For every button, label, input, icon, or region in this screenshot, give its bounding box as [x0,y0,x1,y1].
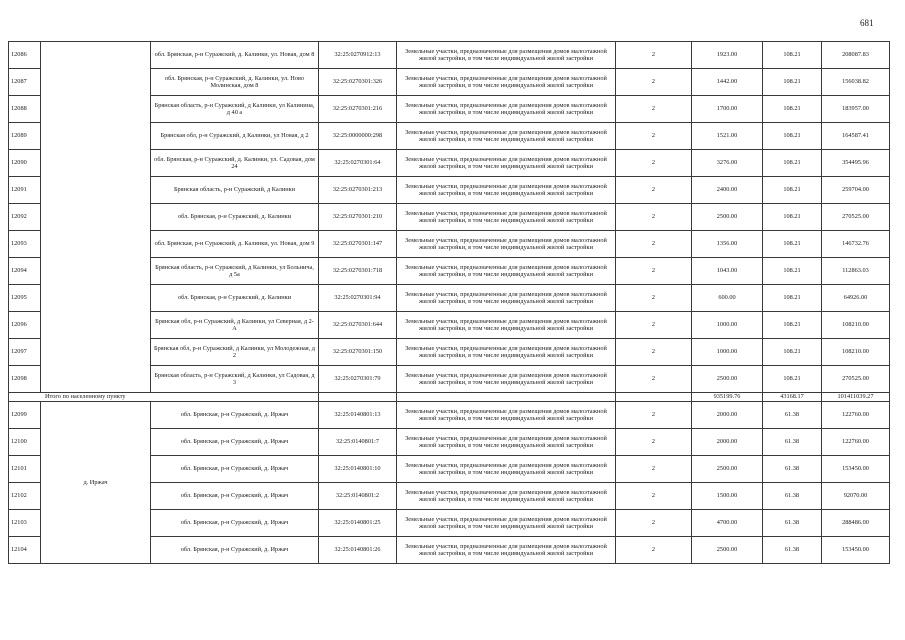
subtotal-area: 935199.76 [692,393,763,402]
cadastral-value-cell: 153450.00 [822,537,890,564]
category-cell: 2 [616,510,692,537]
rate-cell: 108.21 [763,96,822,123]
land-use-cell: Земельные участки, предназначенные для размещения домов малоэтажной жилой застройки, в том числе индивидуальной жилой застройки [397,510,616,537]
area-cell: 1500.00 [692,483,763,510]
cadastral-number-cell: 32:25:0270301:213 [319,177,397,204]
row-number: 12101 [9,456,41,483]
cadastral-value-cell: 122760.00 [822,402,890,429]
land-use-cell: Земельные участки, предназначенные для размещения домов малоэтажной жилой застройки, в том числе индивидуальной жилой застройки [397,483,616,510]
address-cell: обл. Брянская, р-н Суражский, д. Калинки [151,285,319,312]
cadastral-value-cell: 208087.83 [822,42,890,69]
category-cell: 2 [616,537,692,564]
address-cell: Брянская область, р-н Суражский, д Калинки, ул Калинина, д 40 а [151,96,319,123]
row-number: 12086 [9,42,41,69]
row-number: 12103 [9,510,41,537]
locality-cell: д. Иржач [41,402,151,564]
area-cell: 2500.00 [692,366,763,393]
cadastral-number-cell: 32:25:0270301:147 [319,231,397,258]
cadastral-value-cell: 108210.00 [822,312,890,339]
cadastral-value-cell: 164587.41 [822,123,890,150]
rate-cell: 61.38 [763,429,822,456]
row-number: 12094 [9,258,41,285]
cadastral-number-cell: 32:25:0270301:79 [319,366,397,393]
row-number: 12093 [9,231,41,258]
cadastral-value-cell: 156038.82 [822,69,890,96]
category-cell: 2 [616,231,692,258]
area-cell: 2000.00 [692,402,763,429]
page-number: 681 [860,18,874,28]
cadastral-value-cell: 146732.76 [822,231,890,258]
subtotal-rate: 43168.17 [763,393,822,402]
category-cell: 2 [616,42,692,69]
address-cell: обл. Брянская, р-н Суражский, д. Иржач [151,537,319,564]
land-use-cell: Земельные участки, предназначенные для размещения домов малоэтажной жилой застройки, в том числе индивидуальной жилой застройки [397,456,616,483]
cadastral-number-cell: 32:25:0140801:2 [319,483,397,510]
category-cell: 2 [616,150,692,177]
land-use-cell: Земельные участки, предназначенные для размещения домов малоэтажной жилой застройки, в том числе индивидуальной жилой застройки [397,96,616,123]
table-row [9,42,890,69]
cadastral-value-cell: 270525.00 [822,204,890,231]
cadastral-number-cell: 32:25:0140801:13 [319,402,397,429]
address-cell: обл. Брянская, р-н Суражский, д. Иржач [151,429,319,456]
area-cell: 1356.00 [692,231,763,258]
land-use-cell: Земельные участки, предназначенные для размещения домов малоэтажной жилой застройки, в том числе индивидуальной жилой застройки [397,123,616,150]
group2-rows [9,402,890,564]
cadastral-number-cell: 32:25:0140801:7 [319,429,397,456]
land-use-cell: Земельные участки, предназначенные для размещения домов малоэтажной жилой застройки, в том числе индивидуальной жилой застройки [397,204,616,231]
category-cell: 2 [616,312,692,339]
category-cell: 2 [616,258,692,285]
cadastral-number-cell: 32:25:0140801:25 [319,510,397,537]
cadastral-value-cell: 288486.00 [822,510,890,537]
cadastral-number-cell: 32:25:0270912:13 [319,42,397,69]
cadastral-value-cell: 108210.00 [822,339,890,366]
land-use-cell: Земельные участки, предназначенные для размещения домов малоэтажной жилой застройки, в том числе индивидуальной жилой застройки [397,429,616,456]
address-cell: Брянская область, р-н Суражский, д Калинки, ул Садовая, д 3 [151,366,319,393]
cadastral-value-cell: 259704.00 [822,177,890,204]
category-cell: 2 [616,456,692,483]
locality-cell [41,42,151,393]
rate-cell: 108.21 [763,204,822,231]
area-cell: 2500.00 [692,456,763,483]
address-cell: обл. Брянская, р-н Суражский, д. Калинки, ул. Ново Молинская, дом 8 [151,69,319,96]
area-cell: 3276.00 [692,150,763,177]
category-cell: 2 [616,96,692,123]
address-cell: обл. Брянская, р-н Суражский, д. Калинки, ул. Новая, дом 8 [151,42,319,69]
address-cell: Брянская область, р-н Суражский, д Калинки, ул Больнича, д 5а [151,258,319,285]
subtotal-label: Итого по населенному пункту [9,393,319,402]
land-use-cell: Земельные участки, предназначенные для размещения домов малоэтажной жилой застройки, в том числе индивидуальной жилой застройки [397,285,616,312]
rate-cell: 108.21 [763,231,822,258]
subtotal-row [9,393,890,402]
cadastral-value-cell: 354495.96 [822,150,890,177]
row-number: 12089 [9,123,41,150]
land-use-cell: Земельные участки, предназначенные для размещения домов малоэтажной жилой застройки, в том числе индивидуальной жилой застройки [397,231,616,258]
rate-cell: 61.38 [763,510,822,537]
subtotal-section [9,393,890,402]
address-cell: Брянская обл, р-н Суражский, д Калинки, ул Молодежная, д 2 [151,339,319,366]
rate-cell: 108.21 [763,177,822,204]
rate-cell: 108.21 [763,285,822,312]
rate-cell: 108.21 [763,312,822,339]
area-cell: 1000.00 [692,339,763,366]
row-number: 12100 [9,429,41,456]
area-cell: 2400.00 [692,177,763,204]
land-use-cell: Земельные участки, предназначенные для размещения домов малоэтажной жилой застройки, в том числе индивидуальной жилой застройки [397,402,616,429]
cadastral-number-cell: 32:25:0270301:210 [319,204,397,231]
cadastral-number-cell: 32:25:0270301:326 [319,69,397,96]
cadastral-number-cell: 32:25:0000000:298 [319,123,397,150]
rate-cell: 108.21 [763,69,822,96]
area-cell: 1923.00 [692,42,763,69]
rate-cell: 61.38 [763,483,822,510]
address-cell: Брянская обл, р-н Суражский, д Калинки, ул Северная, д 2-А [151,312,319,339]
row-number: 12095 [9,285,41,312]
area-cell: 1000.00 [692,312,763,339]
area-cell: 4700.00 [692,510,763,537]
rate-cell: 108.21 [763,366,822,393]
land-use-cell: Земельные участки, предназначенные для размещения домов малоэтажной жилой застройки, в том числе индивидуальной жилой застройки [397,150,616,177]
cadastral-number-cell: 32:25:0270301:94 [319,285,397,312]
rate-cell: 108.21 [763,123,822,150]
address-cell: обл. Брянская, р-н Суражский, д. Калинки [151,204,319,231]
row-number: 12104 [9,537,41,564]
area-cell: 2000.00 [692,429,763,456]
land-registry-table [8,41,890,564]
land-use-cell: Земельные участки, предназначенные для размещения домов малоэтажной жилой застройки, в том числе индивидуальной жилой застройки [397,177,616,204]
address-cell: обл. Брянская, р-н Суражский, д. Калинки, ул. Садовая, дом 24 [151,150,319,177]
cadastral-value-cell: 92070.00 [822,483,890,510]
cadastral-value-cell: 112863.03 [822,258,890,285]
area-cell: 1442.00 [692,69,763,96]
table-row [9,402,890,429]
cadastral-number-cell: 32:25:0270301:150 [319,339,397,366]
row-number: 12092 [9,204,41,231]
address-cell: обл. Брянская, р-н Суражский, д. Калинки, ул. Новая, дом 9 [151,231,319,258]
cadastral-number-cell: 32:25:0140801:10 [319,456,397,483]
category-cell: 2 [616,483,692,510]
cadastral-value-cell: 122760.00 [822,429,890,456]
area-cell: 1043.00 [692,258,763,285]
address-cell: обл. Брянская, р-н Суражский, д. Иржач [151,456,319,483]
cadastral-value-cell: 183957.00 [822,96,890,123]
rate-cell: 61.38 [763,456,822,483]
area-cell: 1521.00 [692,123,763,150]
cadastral-value-cell: 64926.00 [822,285,890,312]
category-cell: 2 [616,339,692,366]
address-cell: Брянская область, р-н Суражский, д Калинки [151,177,319,204]
cadastral-number-cell: 32:25:0270301:216 [319,96,397,123]
cadastral-value-cell: 153450.00 [822,456,890,483]
category-cell: 2 [616,285,692,312]
cadastral-number-cell: 32:25:0270301:718 [319,258,397,285]
area-cell: 600.00 [692,285,763,312]
area-cell: 2500.00 [692,537,763,564]
land-use-cell: Земельные участки, предназначенные для размещения домов малоэтажной жилой застройки, в том числе индивидуальной жилой застройки [397,366,616,393]
row-number: 12088 [9,96,41,123]
category-cell: 2 [616,366,692,393]
category-cell: 2 [616,69,692,96]
row-number: 12087 [9,69,41,96]
rate-cell: 108.21 [763,339,822,366]
category-cell: 2 [616,177,692,204]
address-cell: Брянская обл, р-н Суражский, д Калинки, ул Новая, д 2 [151,123,319,150]
rate-cell: 108.21 [763,258,822,285]
rate-cell: 61.38 [763,402,822,429]
category-cell: 2 [616,402,692,429]
row-number: 12102 [9,483,41,510]
subtotal-value: 101411039.27 [822,393,890,402]
row-number: 12096 [9,312,41,339]
rate-cell: 108.21 [763,150,822,177]
rate-cell: 61.38 [763,537,822,564]
land-use-cell: Земельные участки, предназначенные для размещения домов малоэтажной жилой застройки, в том числе индивидуальной жилой застройки [397,312,616,339]
row-number: 12091 [9,177,41,204]
area-cell: 1700.00 [692,96,763,123]
category-cell: 2 [616,123,692,150]
land-use-cell: Земельные участки, предназначенные для размещения домов малоэтажной жилой застройки, в том числе индивидуальной жилой застройки [397,258,616,285]
row-number: 12098 [9,366,41,393]
row-number: 12097 [9,339,41,366]
row-number: 12090 [9,150,41,177]
address-cell: обл. Брянская, р-н Суражский, д. Иржач [151,510,319,537]
cadastral-value-cell: 270525.00 [822,366,890,393]
land-use-cell: Земельные участки, предназначенные для размещения домов малоэтажной жилой застройки, в том числе индивидуальной жилой застройки [397,537,616,564]
cadastral-number-cell: 32:25:0270301:64 [319,150,397,177]
cadastral-number-cell: 32:25:0270301:644 [319,312,397,339]
area-cell: 2500.00 [692,204,763,231]
category-cell: 2 [616,429,692,456]
address-cell: обл. Брянская, р-н Суражский, д. Иржач [151,483,319,510]
address-cell: обл. Брянская, р-н Суражский, д. Иржач [151,402,319,429]
category-cell: 2 [616,204,692,231]
land-use-cell: Земельные участки, предназначенные для размещения домов малоэтажной жилой застройки, в том числе индивидуальной жилой застройки [397,42,616,69]
rate-cell: 108.21 [763,42,822,69]
cadastral-number-cell: 32:25:0140801:26 [319,537,397,564]
group1-rows [9,42,890,393]
land-use-cell: Земельные участки, предназначенные для размещения домов малоэтажной жилой застройки, в том числе индивидуальной жилой застройки [397,339,616,366]
row-number: 12099 [9,402,41,429]
land-use-cell: Земельные участки, предназначенные для размещения домов малоэтажной жилой застройки, в том числе индивидуальной жилой застройки [397,69,616,96]
